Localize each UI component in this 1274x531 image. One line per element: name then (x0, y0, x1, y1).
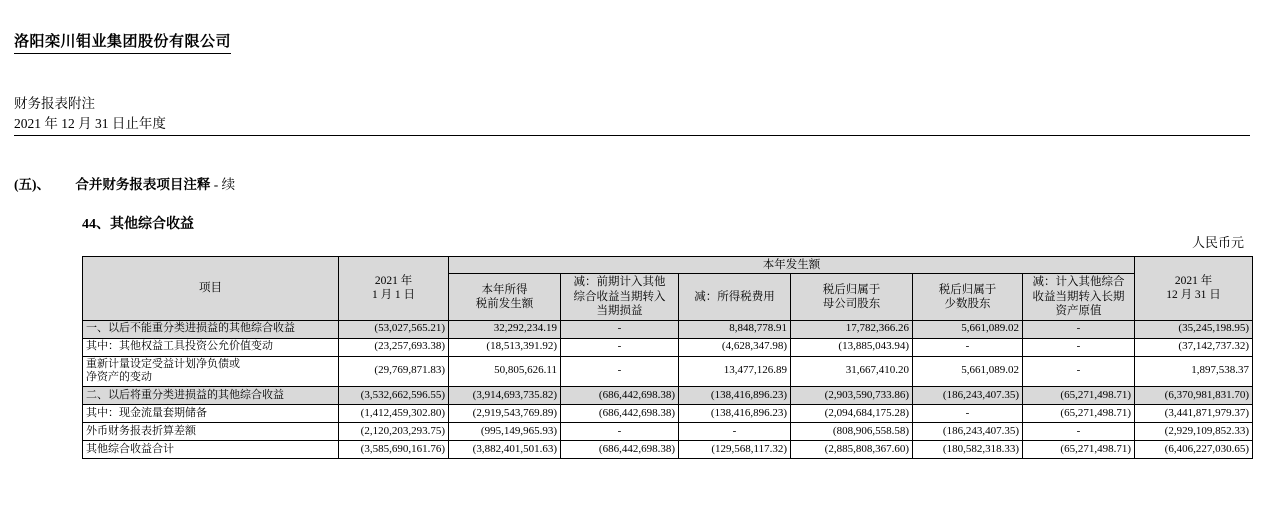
row-value: - (561, 320, 679, 338)
row-value: - (1023, 356, 1135, 387)
col-opening-balance: 2021 年 1 月 1 日 (339, 257, 449, 321)
row-value: (686,442,698.38) (561, 441, 679, 459)
row-label: 重新计量设定受益计划净负债或 净资产的变动 (83, 356, 339, 387)
notes-title: 财务报表附注 (14, 96, 95, 111)
row-label: 外币财务报表折算差额 (83, 423, 339, 441)
row-value: 31,667,410.20 (791, 356, 913, 387)
row-value: (65,271,498.71) (1023, 387, 1135, 405)
section-continued: - 续 (213, 177, 236, 192)
row-value: (18,513,391.92) (449, 338, 561, 356)
row-value: (129,568,117.32) (679, 441, 791, 459)
currency-unit-label: 人民币元 (1191, 235, 1244, 250)
row-value: - (913, 405, 1023, 423)
row-value: (3,441,871,979.37) (1135, 405, 1253, 423)
col-less-income-tax: 减：所得税费用 (679, 274, 791, 320)
row-value: (138,416,896.23) (679, 405, 791, 423)
reporting-period: 2021 年 12 月 31 日止年度 (14, 112, 1250, 136)
row-value: (2,919,543,769.89) (449, 405, 561, 423)
row-value: (138,416,896.23) (679, 387, 791, 405)
col-less-transfer-asset-cost: 减：计入其他综合 收益当期转入长期 资产原值 (1023, 274, 1135, 320)
row-value: (2,903,590,733.86) (791, 387, 913, 405)
row-value: - (561, 338, 679, 356)
row-value: (65,271,498.71) (1023, 405, 1135, 423)
row-value: (2,885,808,367.60) (791, 441, 913, 459)
row-value: (23,257,693.38) (339, 338, 449, 356)
table-body (83, 320, 1253, 459)
row-value: (995,149,965.93) (449, 423, 561, 441)
row-value: - (679, 423, 791, 441)
table-row (83, 405, 1253, 423)
row-value: (3,914,693,735.82) (449, 387, 561, 405)
subsection-heading: 44、其他综合收益 (82, 217, 194, 232)
row-value: (186,243,407.35) (913, 423, 1023, 441)
row-value: (53,027,565.21) (339, 320, 449, 338)
row-value: (37,142,737.32) (1135, 338, 1253, 356)
row-value: - (561, 423, 679, 441)
row-value: (686,442,698.38) (561, 387, 679, 405)
col-item: 项目 (83, 257, 339, 321)
row-label: 其中：其他权益工具投资公允价值变动 (83, 338, 339, 356)
row-value: - (1023, 320, 1135, 338)
row-value: (2,929,109,852.33) (1135, 423, 1253, 441)
row-value: 5,661,089.02 (913, 320, 1023, 338)
row-value: (3,532,662,596.55) (339, 387, 449, 405)
row-value: - (561, 356, 679, 387)
table-row (83, 338, 1253, 356)
col-pretax-amount: 本年所得 税前发生额 (449, 274, 561, 320)
company-name: 洛阳栾川钼业集团股份有限公司 (14, 30, 231, 54)
table-row (83, 387, 1253, 405)
col-after-tax-minority: 税后归属于 少数股东 (913, 274, 1023, 320)
col-closing-balance: 2021 年 12 月 31 日 (1135, 257, 1253, 321)
row-value: - (1023, 423, 1135, 441)
row-value: 5,661,089.02 (913, 356, 1023, 387)
row-value: 1,897,538.37 (1135, 356, 1253, 387)
row-label: 其他综合收益合计 (83, 441, 339, 459)
row-value: (3,585,690,161.76) (339, 441, 449, 459)
row-value: (2,120,203,293.75) (339, 423, 449, 441)
row-value: (4,628,347.98) (679, 338, 791, 356)
row-value: (3,882,401,501.63) (449, 441, 561, 459)
col-group-current-year: 本年发生额 (449, 257, 1135, 274)
table-row (83, 441, 1253, 459)
row-value: 13,477,126.89 (679, 356, 791, 387)
row-value: (35,245,198.95) (1135, 320, 1253, 338)
row-value: - (913, 338, 1023, 356)
row-value: 32,292,234.19 (449, 320, 561, 338)
section-heading (14, 173, 235, 193)
row-value: - (1023, 338, 1135, 356)
row-value: (2,094,684,175.28) (791, 405, 913, 423)
row-value: (1,412,459,302.80) (339, 405, 449, 423)
row-value: (808,906,558.58) (791, 423, 913, 441)
row-value: (6,370,981,831.70) (1135, 387, 1253, 405)
col-after-tax-parent: 税后归属于 母公司股东 (791, 274, 913, 320)
row-label: 二、以后将重分类进损益的其他综合收益 (83, 387, 339, 405)
row-value: 17,782,366.26 (791, 320, 913, 338)
row-value: (65,271,498.71) (1023, 441, 1135, 459)
row-label: 一、以后不能重分类进损益的其他综合收益 (83, 320, 339, 338)
table-row (83, 320, 1253, 338)
row-value: (29,769,871.83) (339, 356, 449, 387)
row-value: 50,805,626.11 (449, 356, 561, 387)
section-title: 合并财务报表项目注释 (75, 177, 211, 192)
other-comprehensive-income-table (82, 256, 1253, 459)
row-value: (180,582,318.33) (913, 441, 1023, 459)
row-value: (186,243,407.35) (913, 387, 1023, 405)
row-label: 其中：现金流量套期储备 (83, 405, 339, 423)
table-header-row-1 (83, 257, 1253, 274)
col-less-transfer-current-pl: 减：前期计入其他 综合收益当期转入 当期损益 (561, 274, 679, 320)
section-number: (五)、 (14, 177, 50, 192)
row-value: (6,406,227,030.65) (1135, 441, 1253, 459)
table-row (83, 423, 1253, 441)
row-value: (686,442,698.38) (561, 405, 679, 423)
table-row (83, 356, 1253, 387)
row-value: (13,885,043.94) (791, 338, 913, 356)
row-value: 8,848,778.91 (679, 320, 791, 338)
